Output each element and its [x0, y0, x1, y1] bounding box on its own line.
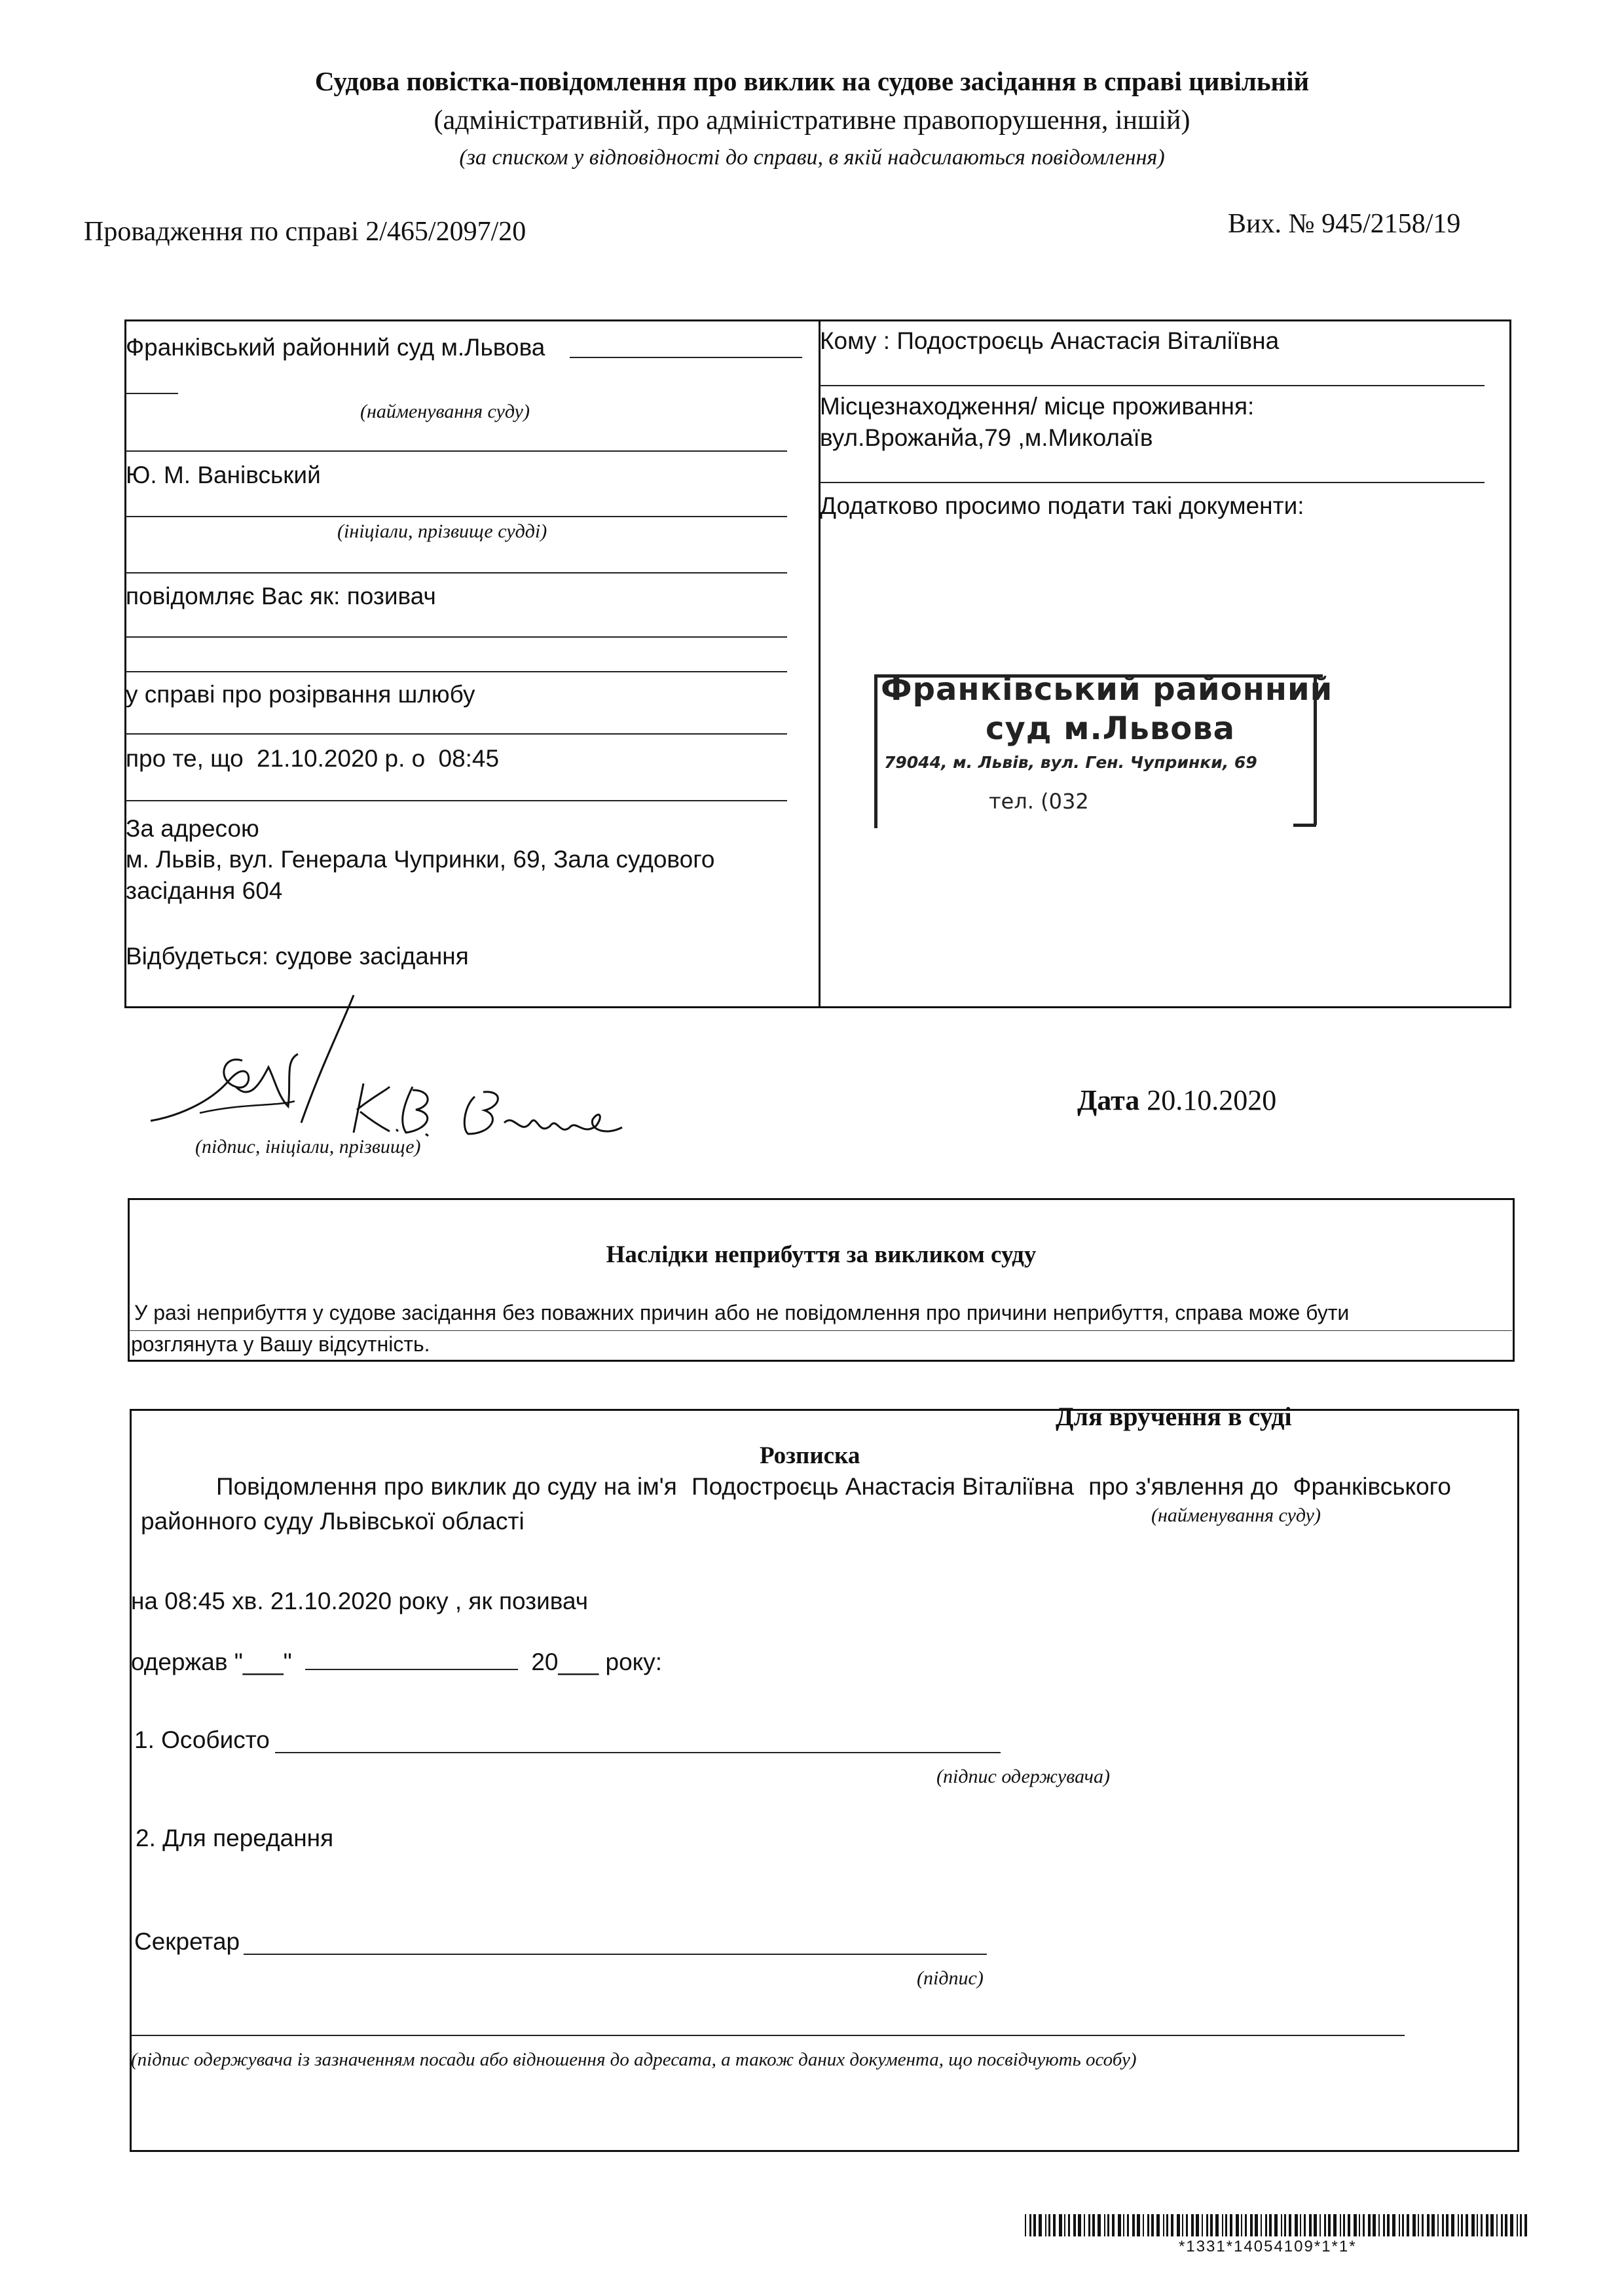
- case-subject-underline: [126, 733, 787, 735]
- receipt-court-caption: (найменування суду): [1151, 1504, 1321, 1526]
- location-label: Місцезнаходження/ місце проживання:: [820, 393, 1255, 420]
- recipient-line: [820, 327, 1279, 355]
- notifies-separator: [126, 671, 787, 672]
- outgoing-number-line: [1228, 208, 1460, 240]
- recipient-label: Кому :: [820, 327, 891, 354]
- recipient-underline: [820, 385, 1485, 386]
- documents-label: Додатково просимо подати такі документи:: [820, 492, 1304, 519]
- delivery-label: Для вручення в суді: [1056, 1402, 1292, 1431]
- page-title: Судова повістка-повідомлення про виклик на судове засідання в справі цивільній: [314, 66, 1310, 96]
- personal-caption: (підпис одержувача): [936, 1766, 1110, 1787]
- secretary-caption: (підпис): [917, 1967, 984, 1989]
- received-date-blank[interactable]: [305, 1650, 518, 1670]
- transfer-label: 2. Для передання: [136, 1825, 334, 1851]
- hearing-datetime: [126, 745, 499, 773]
- page-subtitle: (адміністративній, про адміністративне правопорушення, іншій): [434, 105, 1190, 136]
- hearing-date: 21.10.2020: [257, 745, 378, 772]
- consequences-divider: [129, 1330, 1512, 1331]
- event-value: судове засідання: [275, 943, 469, 970]
- receipt-court-name: Франківського: [1293, 1473, 1451, 1500]
- signature-caption: (підпис, ініціали, прізвище): [195, 1136, 421, 1157]
- secretary-label: Секретар: [134, 1928, 240, 1955]
- date-label: Дата: [1077, 1084, 1140, 1116]
- outgoing-label: Вих. №: [1228, 209, 1315, 239]
- stamp-line1: Франківський районний: [881, 671, 1333, 708]
- outgoing-number: 945/2158/19: [1321, 209, 1461, 239]
- personal-signature-line[interactable]: [275, 1752, 1001, 1753]
- case-number: 2/465/2097/20: [365, 217, 526, 247]
- stamp-line4: тел. (032: [989, 789, 1089, 814]
- consequences-text-2: розглянута у Вашу відсутність.: [131, 1332, 430, 1356]
- address-line2: засідання 604: [126, 877, 283, 904]
- bottom-caption: (підпис одержувача із зазначенням посади або відношення до адресата, а також даних документа, що посвідчують особу): [131, 2049, 1137, 2070]
- location-underline: [820, 482, 1485, 483]
- receipt-line-1: [216, 1473, 1451, 1501]
- receipt-line-2: районного суду Львівської області: [141, 1508, 525, 1535]
- court-separator: [126, 450, 787, 452]
- when-label: про те, що: [126, 745, 244, 772]
- address-label: За адресою: [126, 815, 259, 842]
- datetime-underline: [126, 800, 787, 801]
- stamp-bottom-tick: [1293, 824, 1316, 827]
- receipt-title: Розписка: [760, 1442, 860, 1469]
- time-label: р. о: [384, 745, 426, 772]
- judge-name: Ю. М. Ванівський: [126, 462, 321, 488]
- received-label: одержав "___": [131, 1649, 292, 1675]
- stamp-line2: суд м.Львова: [986, 710, 1236, 747]
- location-value: вул.Врожанйа,79 ,м.Миколаїв: [820, 424, 1153, 451]
- short-line: [126, 393, 178, 394]
- judge-underline: [126, 516, 787, 517]
- judge-separator: [126, 572, 787, 574]
- recipient-name: Подостроєць Анастасія Віталіївна: [896, 327, 1280, 354]
- judge-caption: (ініціали, прізвище судді): [337, 520, 547, 542]
- court-name-underline: [570, 357, 802, 358]
- bottom-signature-line[interactable]: [131, 2035, 1405, 2036]
- receipt-recipient-name: Подостроєць Анастасія Віталіївна: [692, 1473, 1074, 1500]
- signature-date-line: [1077, 1084, 1276, 1117]
- barcode-bars: [1025, 2214, 1532, 2240]
- hearing-time: 08:45: [438, 745, 500, 772]
- court-caption: (найменування суду): [360, 401, 530, 422]
- panel-divider: [819, 319, 821, 1008]
- case-subject: у справі про розірвання шлюбу: [126, 681, 475, 708]
- consequences-text-1: У разі неприбуття у судове засідання без поважних причин або не повідомлення про причини неприбуття, справа може бути: [134, 1301, 1350, 1324]
- case-number-line: [84, 216, 526, 247]
- court-name: Франківський районний суд м.Львова: [126, 334, 545, 361]
- stamp-line3: 79044, м. Львів, вул. Ген. Чупринки, 69: [884, 753, 1257, 772]
- consequences-title: Наслідки неприбуття за викликом суду: [606, 1241, 1037, 1268]
- judge-signature: [138, 982, 648, 1146]
- case-label: Провадження по справі: [84, 217, 359, 247]
- receipt-appear-label: про з'явлення до: [1088, 1473, 1279, 1500]
- personal-label: 1. Особисто: [134, 1726, 270, 1753]
- address-line1: м. Львів, вул. Генерала Чупринки, 69, Зала судового: [126, 846, 715, 873]
- secretary-signature-line[interactable]: [244, 1954, 987, 1955]
- notifies-label: повідомляє Вас як:: [126, 583, 341, 610]
- event-line: [126, 943, 469, 970]
- received-line: [131, 1649, 662, 1676]
- barcode-text: *1331*14054109*1*1*: [1179, 2238, 1357, 2255]
- received-year: 20___ року:: [531, 1649, 663, 1675]
- notifies-value: позивач: [346, 583, 436, 610]
- notifies-underline: [126, 636, 787, 638]
- notifies-line: [126, 583, 436, 610]
- receipt-time-line: на 08:45 хв. 21.10.2020 року , як позивач: [131, 1588, 589, 1614]
- summons-box: [124, 319, 1511, 1008]
- receipt-notice-label: Повідомлення про виклик до суду на ім'я: [216, 1473, 677, 1500]
- date-value: 20.10.2020: [1147, 1084, 1277, 1116]
- event-label: Відбудеться:: [126, 943, 269, 970]
- page-note: (за списком у відповідності до справи, в якій надсилаються повідомлення): [459, 145, 1165, 170]
